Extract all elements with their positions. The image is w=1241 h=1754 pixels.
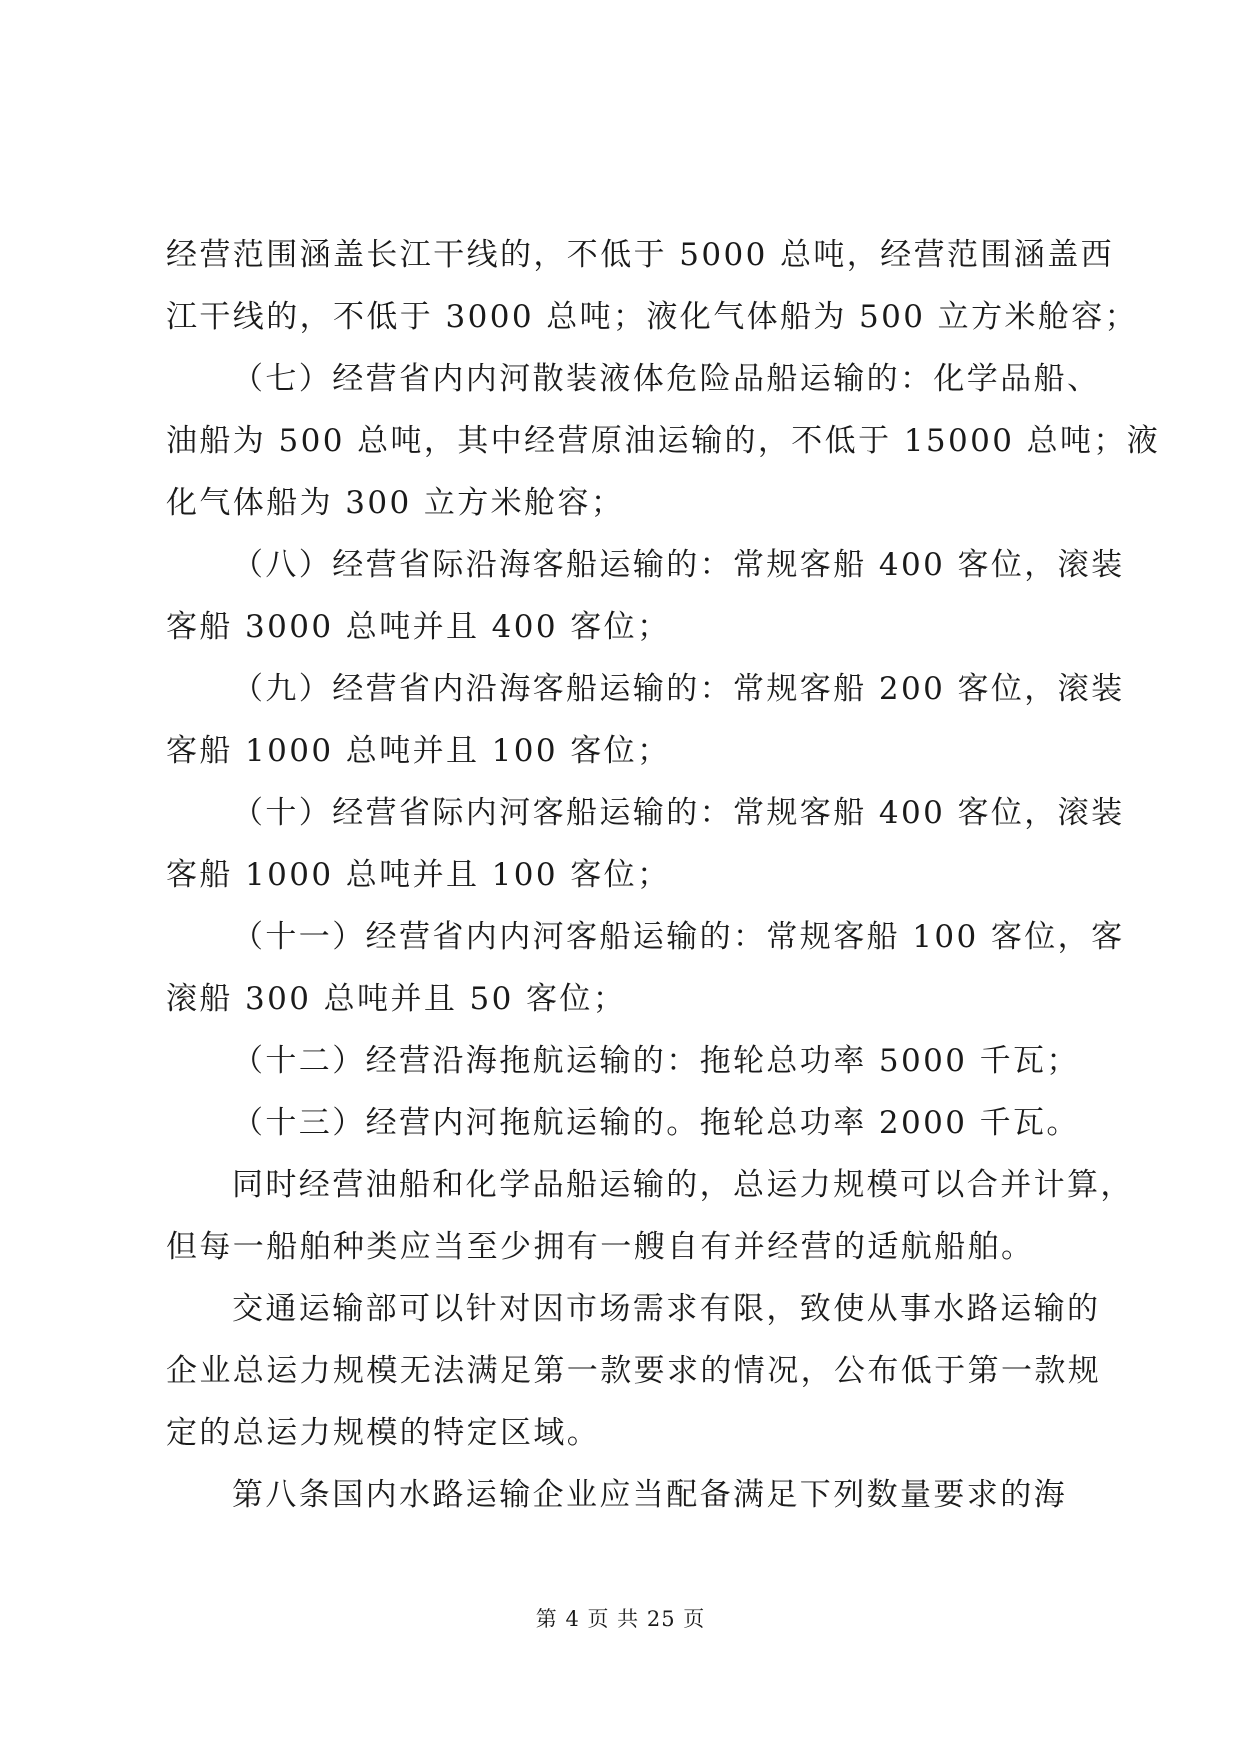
- text-line-10: （十）经营省际内河客船运输的：常规客船 400 客位，滚装: [232, 795, 1125, 831]
- text-line-5: 化气体船为 300 立方米舱容；: [166, 485, 625, 521]
- text-line-3: （七）经营省内内河散装液体危险品船运输的：化学品船、: [232, 361, 1101, 397]
- text-line-8: （九）经营省内沿海客船运输的：常规客船 200 客位，滚装: [232, 671, 1125, 707]
- text-line-12: （十一）经营省内内河客船运输的：常规客船 100 客位，客: [232, 919, 1125, 955]
- text-line-15: （十三）经营内河拖航运输的。拖轮总功率 2000 千瓦。: [232, 1105, 1080, 1141]
- text-line-1: 经营范围涵盖长江干线的，不低于 5000 总吨，经营范围涵盖西: [166, 237, 1114, 273]
- text-line-18: 交通运输部可以针对因市场需求有限，致使从事水路运输的: [232, 1291, 1101, 1327]
- body-text: [166, 224, 1161, 1526]
- text-line-6: （八）经营省际沿海客船运输的：常规客船 400 客位，滚装: [232, 547, 1125, 583]
- text-line-20: 定的总运力规模的特定区域。: [166, 1415, 601, 1451]
- text-line-21: 第八条国内水路运输企业应当配备满足下列数量要求的海: [232, 1477, 1067, 1513]
- page-number-label: 第 4 页 共 25 页: [535, 1607, 706, 1631]
- text-line-2: 江干线的，不低于 3000 总吨；液化气体船为 500 立方米舱容；: [166, 299, 1139, 335]
- text-line-13: 滚船 300 总吨并且 50 客位；: [166, 981, 627, 1017]
- text-line-4: 油船为 500 总吨，其中经营原油运输的，不低于 15000 总吨；液: [166, 423, 1161, 459]
- text-line-9: 客船 1000 总吨并且 100 客位；: [166, 733, 671, 769]
- text-line-19: 企业总运力规模无法满足第一款要求的情况，公布低于第一款规: [166, 1353, 1102, 1389]
- text-line-11: 客船 1000 总吨并且 100 客位；: [166, 857, 671, 893]
- text-line-17: 但每一船舶种类应当至少拥有一艘自有并经营的适航船舶。: [166, 1229, 1035, 1265]
- text-line-16: 同时经营油船和化学品船运输的，总运力规模可以合并计算，: [232, 1167, 1134, 1203]
- page-footer: [0, 1604, 1241, 1634]
- text-line-14: （十二）经营沿海拖航运输的：拖轮总功率 5000 千瓦；: [232, 1043, 1080, 1079]
- text-line-7: 客船 3000 总吨并且 400 客位；: [166, 609, 671, 645]
